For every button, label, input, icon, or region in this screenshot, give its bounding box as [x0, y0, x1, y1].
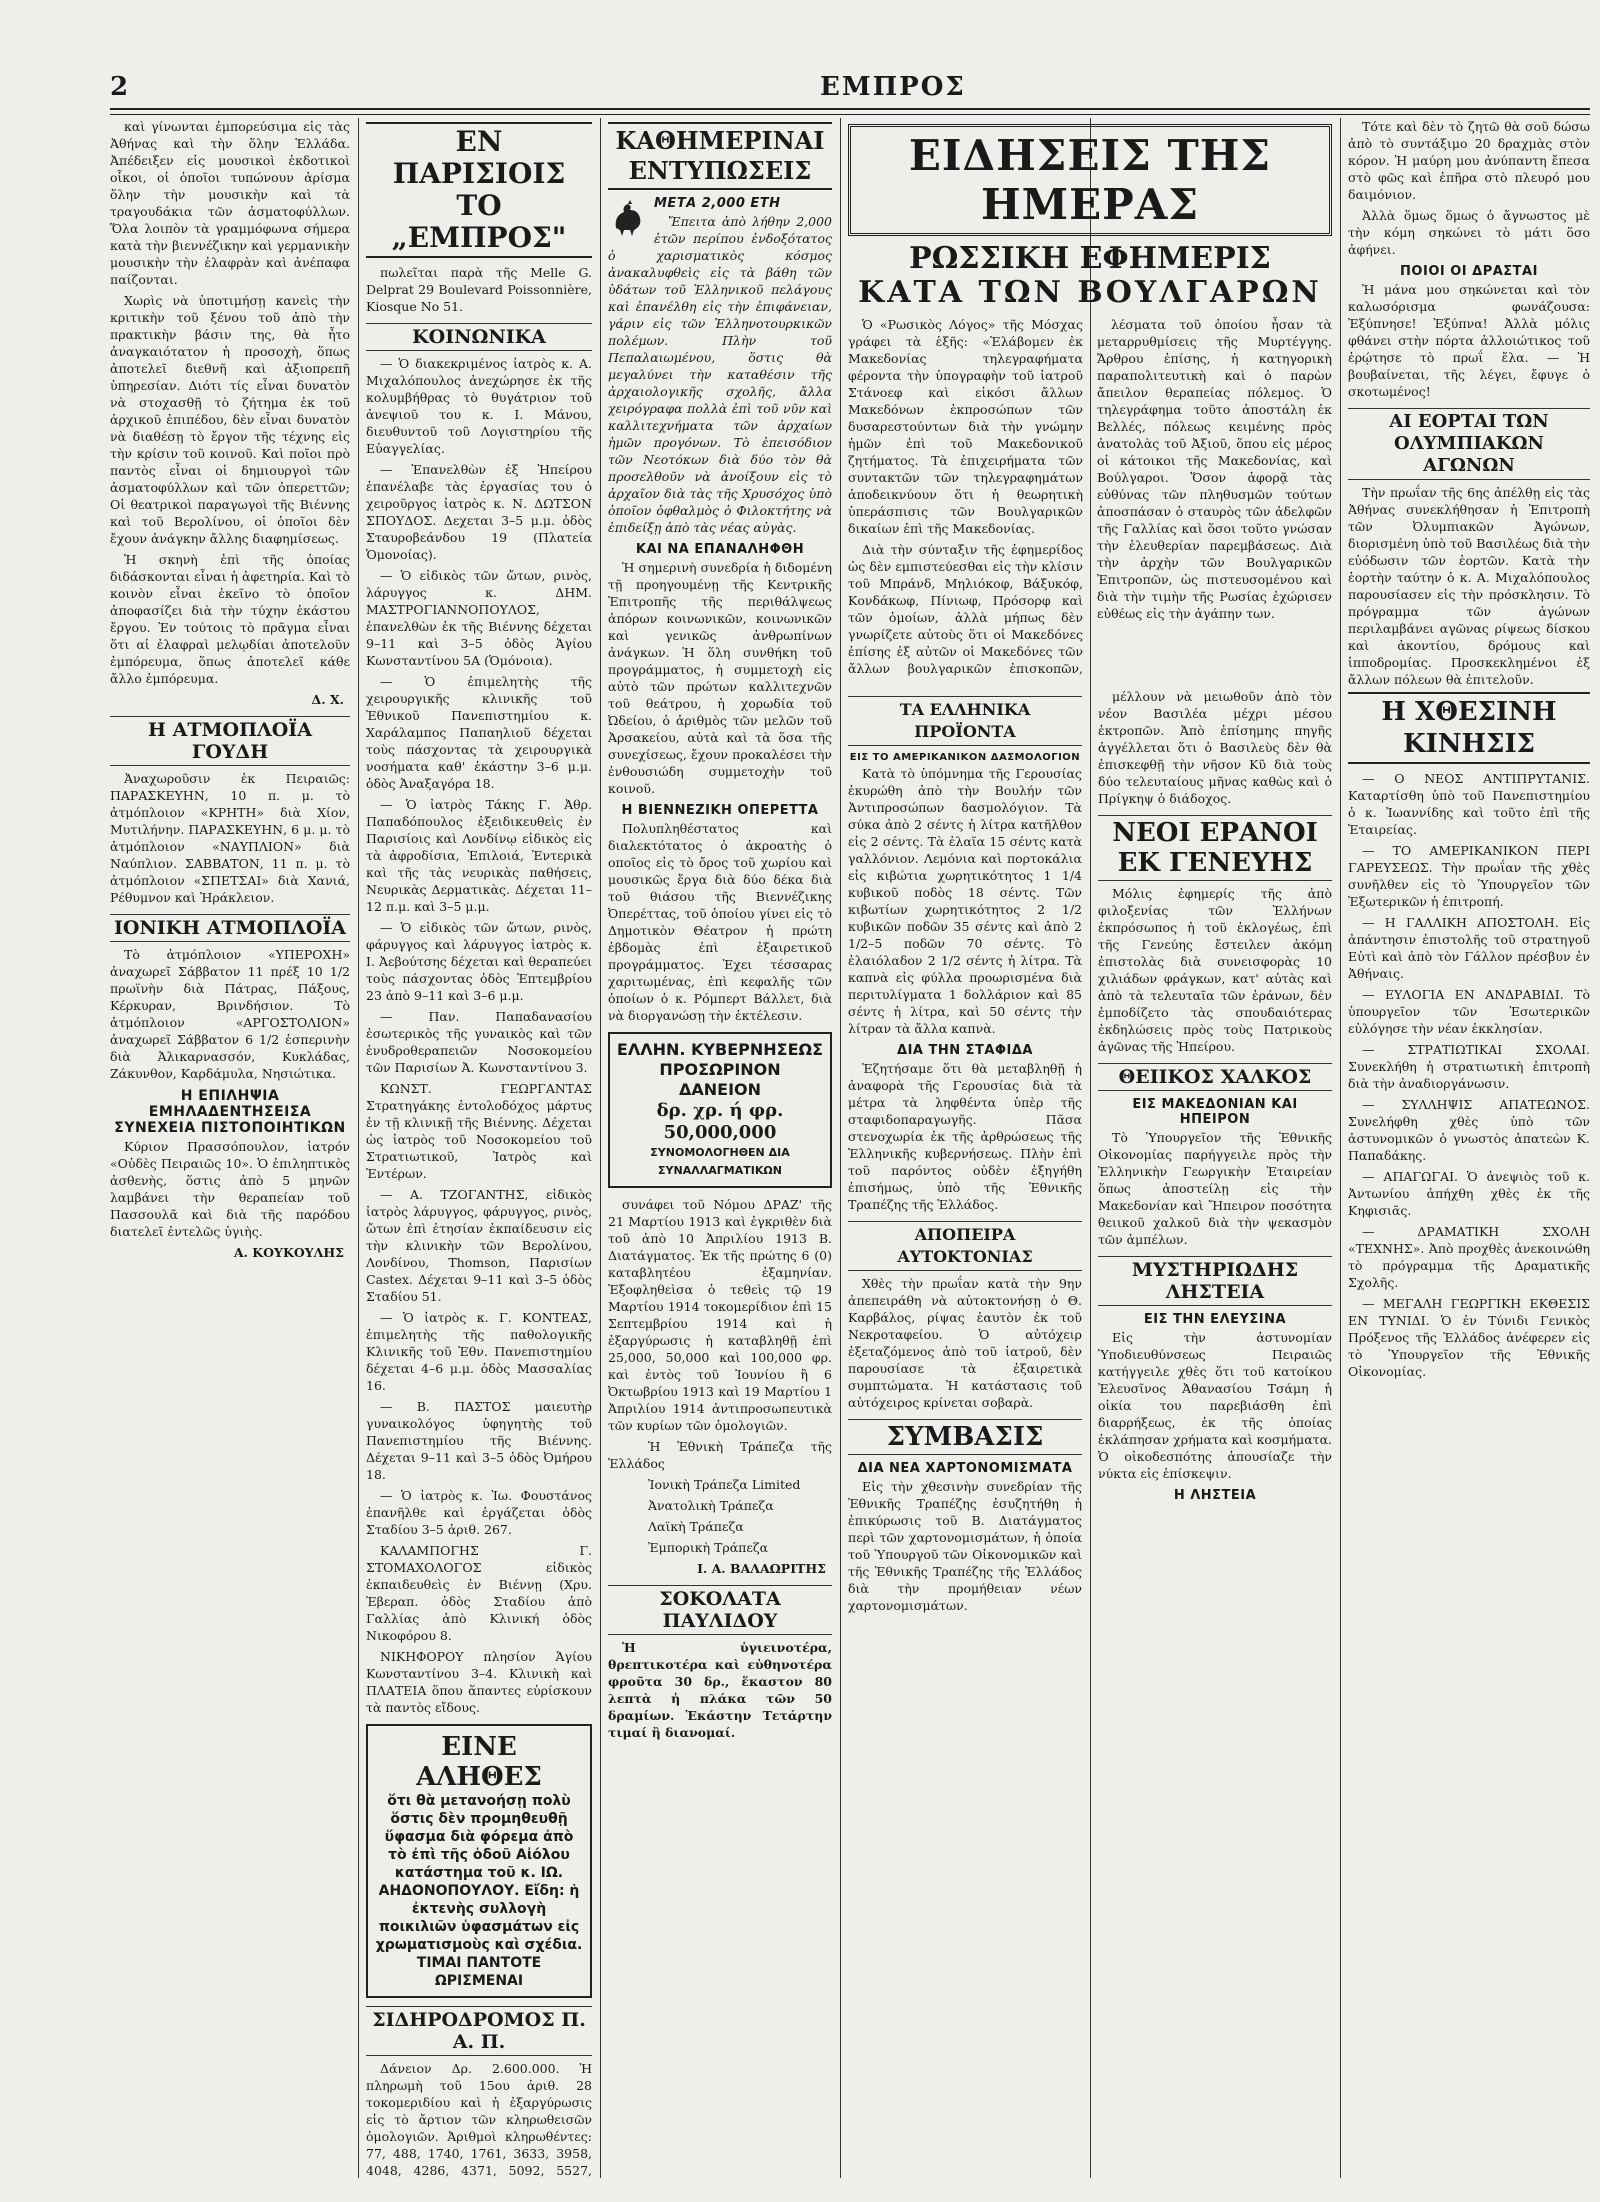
social-item: — Παν. Παπαδανασίου ἐσωτερικὸς τῆς γυναικὸς καὶ τῶν ἐνυδροθεραπειῶν Νοσοκομείου τῶν Παρισίων Ἀ. Κωνσταντίνου 3. — [366, 1009, 592, 1075]
section-heading: ΚΟΙΝΩΝΙΚΑ — [366, 323, 592, 351]
article-text: Τὸ Ὑπουργεῖον τῆς Ἐθνικῆς Οἰκονομίας παρήγγειλε πρὸς τὴν Ἑλληνικὴν Γεωργικὴν Ἑταιρείαν ὅπως ἀποστείλῃ εἰς τὴν Μακεδονίαν καὶ Ἤπειρον ποσότητα θειικοῦ χαλκοῦ διὰ τὴν ψεκασμὸν τῶν ἀμπέλων. — [1098, 1130, 1332, 1247]
advertisement — [366, 1724, 592, 1998]
article-text: Τὴν πρωΐαν τῆς 6ης ἀπέλθῃ εἰς τὰς Ἀθήνας συνεκλήθησαν ἡ Ἐπιτροπὴ τῶν Ὀλυμπιακῶν Ἀγώνων, διορισμένη ὑπὸ τοῦ Βασιλέως διὰ τὴν εὐόδωσιν τῶν ἑορτῶν. Κατὰ τὴν ἑορτὴν ταύτην ὁ κ. Α. Μιχαλόπουλος παρουσίασεν εἰς τὴν πρόσκλησιν. Τὸ πρόγραμμα τῶν ἀγώνων περιλαμβάνει αγῶνας ρίψεως δίσκου καὶ ἀκοντίου, δρόμους καὶ ἱπποδρομίας. Προσκεκλημένοι ἐξ ἄλλων πόλεων θὰ ἐπιτελοῦν. — [1348, 485, 1590, 687]
main-headline: ΕΙΔΗΣΕΙΣ ΤΗΣ ΗΜΕΡΑΣ — [848, 124, 1332, 236]
article-text: Ἐζητήσαμε ὅτι θὰ μεταβληθῇ ἡ ἀναφορὰ τῆς Γερουσίας διὰ τὰ μέτρα τὰ ληφθέντα ὑπὲρ τῆς σταφιδοπαραγωγῆς. Πᾶσα στενοχωρία ἐκ τῆς ἀρθρώσεως τῆς Ἑλληνικῆς κυβερνήσεως. Πλὴν ἐπὶ τοῦ παρόντος οὐδὲν ἐξηγήθη ἐπισήμως, ὑπὸ τῆς Ἐθνικῆς Τραπέζης τῆς Ἑλλάδος. — [848, 1061, 1082, 1212]
section-heading: Η ΕΠΙΛΗΨΙΑ ΕΜΗΛΑΔΕΝΤΗΣΕΙΣΑ ΣΥΝΕΧΕΙΑ ΠΙΣΤΟΠΟΙΗΤΙΚΩΝ — [114, 1088, 346, 1136]
section-heading: ΤΑ ΕΛΛΗΝΙΚΑ ΠΡΟΪΟΝΤΑ — [848, 696, 1082, 746]
ad-text: ὅτι θὰ μετανοήσῃ πολὺ ὅστις δὲν προμηθευθῇ ὕφασμα διὰ φόρεμα ἀπὸ τὸ ἐπὶ τῆς ὁδοῦ Αἰόλου κατάστημα τοῦ κ. ΙΩ. ΑΗΔΟΝΟΠΟΥΛΟΥ. Εἴδη: ἡ ἐκτενὴς συλλογὴ ποικιλιῶν ὑφασμάτων εἰς χρωματισμοὺς καὶ σχέδια. ΤΙΜΑΙ ΠΑΝΤΟΤΕ ΩΡΙΣΜΕΝΑΙ — [375, 1793, 583, 1989]
loan-subtitle: ΣΥΝΟΜΟΛΟΓΗΘΕΝ ΔΙΑ ΣΥΝΑΛΛΑΓΜΑΤΙΚΩΝ — [650, 1146, 790, 1177]
social-item: ΚΩΝΣΤ. ΓΕΩΡΓΑΝΤΑΣ Στρατηγάκης ἐντολοδόχος μάρτυς ἐν τῇ κλινικῇ τῆς Βιέννης. Δέχεται ὡς ἰατρὸς τοῦ Νοσοκομείου τοῦ Στρατιωτικοῦ, Ἰατρὸς καὶ Ἐντέρων. — [366, 1081, 592, 1181]
social-item: — Ἐπανελθὼν ἐξ Ἠπείρου ἐπανέλαβε τὰς ἐργασίας του ὁ χειροῦργος ἰατρὸς κ. Ν. ΔΩΤΣΟΝ ΣΠΟΥΔΟΣ. Δεχεται 3–5 μ.μ. ὁδὸς Σταυροβεάνδου 19 (Πλατεία Ὁμονοίας). — [366, 462, 592, 562]
article-signature: Α. ΚΟΥΚΟΥΛΗΣ — [233, 1245, 344, 1260]
section-title: Η ΧΘΕΣΙΝΗ ΚΙΝΗΣΙΣ — [1348, 692, 1590, 764]
article-text: μέλλουν νὰ μειωθοῦν ἀπὸ τὸν νέον Βασιλέα μέχρι μέσου ἐκτροπῶν. Ἀπὸ ἐπίσημης πηγῆς ἀγγέλλεται ὅτι ὁ Βασιλεὺς δὲν θὰ ἐπισκεφθῇ τὴν νῆσον Κῦ διὰ τοὺς δύο τελευταίους μῆνας καθὼς καὶ ὁ Πρίγκηψ ὁ διάδοχος. — [1098, 689, 1332, 806]
section-heading: ΙΟΝΙΚΗ ΑΤΜΟΠΛΟΪΑ — [110, 914, 350, 942]
bank-name: Ἰονικὴ Τράπεζα Limited — [648, 1477, 801, 1492]
section-heading: ΠΟΙΟΙ ΟΙ ΔΡΑΣΤΑΙ — [1400, 264, 1538, 279]
article-text: Ἡ ὑγιεινοτέρα, θρεπτικοτέρα καὶ εὐθηνοτέρα φροῦτα 30 δρ., ἕκαστον 80 λεπτὰ ἡ πλάκα τῶν 50 δραμίων. Ἑκάστην Τετάρτην τιμαί ἢ διανομαί. — [608, 1640, 832, 1740]
article-text: λέσματα τοῦ ὁποίου ἦσαν τὰ μεταρρυθμίσεις τῆς Μυρτέγγης. Ἄρθρου ἐπίσης, ἡ κατηγορικὴ παραπολιτευτικὴ καὶ ὁ παρὼν ἄπειλον θεραπείας πόλεμος. Ὁ τηλεγράφημα τοῦτο ἀποστάλη ἐκ Βελλές, πόλεως κειμένης πρὸς ἀνατολὰς τοῦ Ἀξιοῦ, ὅπου εἰς μέρος οἱ κάτοικοι τῆς Μακεδονίας, καὶ Βούλγαροι. Ὅσον ἀφορᾷ τὰς εὐθύνας τῶν πληθυσμῶν τούτων ἀποσπάσαν ὁ σταυρὸς τῶν ἀδελφῶν τῆς Γαλλίας καὶ ὅσοι τοῦτο γνώσαν τὴν ἐλευθερίαν παρεμβάσεως. Διὰ τὴν ἀρχὴν τῶν Βουλγαρικῶν Ἐπιτροπῶν, ὡς πιστευσομένου καὶ διὰ τὴν τιμὴν τῆς Ρωσίας ἐχώρισεν εὐθέως εἰς τὴν ἀγάπην των. — [1097, 317, 1332, 621]
article-text: Ἀναχωροῦσιν ἐκ Πειραιῶς: ΠΑΡΑΣΚΕΥΗΝ, 10 π. μ. τὸ ἀτμόπλοιον «ΚΡΗΤΗ» διὰ Χίον, Μυτιλήνην. ΠΑΡΑΣΚΕΥΗΝ, 6 μ. μ. τὸ ἀτμόπλοιον «ΝΑΥΠΛΙΟΝ» διὰ Ναύπλιον. ΣΑΒΒΑΤΟΝ, 11 π. μ. τὸ ἀτμόπλοιον «ΣΠΕΤΣΑΙ» διὰ Χανιά, Ρέθυμνον καὶ Ἡράκλειον. — [110, 771, 350, 905]
section-heading: Η ΒΙΕΝΝΕΖΙΚΗ ΟΠΕΡΕΤΤΑ — [621, 803, 819, 818]
social-item: — Ὁ ἰατρὸς κ. Γ. ΚΟΝΤΕΑΣ, ἐπιμελητὴς τῆς παθολογικῆς Κλινικῆς τοῦ Ἐθν. Πανεπιστημίου δέχεται 4–6 μ.μ. ὁδὸς Μασσαλίας 16. — [366, 1310, 592, 1393]
section-title: ΕΝ ΠΑΡΙΣΙΟΙΣ ΤΟ „ΕΜΠΡΟΣ" — [366, 122, 592, 258]
column-2 — [366, 118, 592, 2178]
article-text: Ἀλλὰ ὅμως ὅμως ὁ ἄγνωστος μὲ τὴν κόμη σηκώνει τὸ μάτι ὅσο ἀφήνει. — [1348, 208, 1590, 257]
section-heading: ΔΙΑ ΤΗΝ ΣΤΑΦΙΔΑ — [897, 1043, 1033, 1058]
news-item: — ΔΡΑΜΑΤΙΚΗ ΣΧΟΛΗ «ΤΕΧΝΗΣ». Ἀπὸ προχθὲς ἀνεκοινώθη τὸ πρόγραμμα τῆς Δραματικῆς Σχολῆς. — [1348, 1224, 1590, 1290]
article-text: Χωρὶς νὰ ὑποτιμήσῃ κανεὶς τὴν κριτικὴν τοῦ ξένου τοῦ ἀπὸ τὴν πρακτικὴν βάσιν της, θὰ ἦτο ἀναγκαιότατον ἡ προσοχὴ, ὅπως ἀποτελεῖ διεθνῆ καὶ ἀξιοπρεπῆ ὑπηρεσίαν. Διότι τίς εἶναι δυνατὸν νὰ στοχασθῇ τὸ ζήτημα ἐκ τοῦ ἀρχικοῦ ἐπιπέδου, δὲν εἶναι δυνατὸν νὰ διαθέσῃ τὸ ἔργον τῆς τέχνης εἰς τὴν κρίσιν τοῦ κοινοῦ. Καὶ ποῖοι πρὸ παντὸς εἶναι οἱ δημιουργοὶ τῶν ἀσματοφύλλων καὶ τῶν ὀπερεττῶν; Οἱ θεατρικοὶ παραγωγοὶ τῆς Βιέννης καὶ τοῦ Βερολίνου, οἱ ὁποῖοι δὲν ἔχουν ἀνάγκην ἄλλης διαφημίσεως. — [110, 293, 350, 546]
ad-title: ΕΙΝΕ ΑΛΗΘΕΣ — [416, 1732, 542, 1792]
article-text: Ἔπειτα ἀπὸ λήθην 2,000 ἐτῶν περίπου ἐνδοξότατος ὁ χαρισματικὸς κόσμος ἀνακαλυφθεὶς εἰς τὰ βάθη τῶν ὑδάτων τοῦ Ἑλληνικοῦ πελάγους καὶ ἐπανέλθη εἰς τὴν ἐπιφάνειαν, γάριν εἰς τῶν Ἑλληνοτουρκικῶν πολέμων. Πλὴν τοῦ Πεπαλαιωμένου, ὅστις θὰ μεγαλύνει τὴν καταθέσιν τῆς ἀρχαιολογικῆς σχολῆς, ἄλλα χειρόγραφα πολλὰ ἐπὶ τοῦ νῦν καὶ καλλιτεχνήματα τῶν ἀρχαίων ἡμῶν προγόνων. Τὸ ἐπεισόδιον τῶν Νεοτόκων διὰ δύο τὸν θὰ προσελθοῦν νὰ ἀνοίξουν εἰς τὸ ἀρχαῖον διὰ τὰς τῆς Χρυσόχος ὑπὸ ὁποῖον ὀφθαλμὸς ὁ Φιλοκτήτης νὰ ἐπιδείξῃ ἀπὸ τὰς νέας αὐγὰς. — [608, 214, 832, 535]
loan-amount: δρ. χρ. ή φρ. 50,000,000 — [656, 1100, 784, 1143]
loan-title: ΕΛΛΗΝ. ΚΥΒΕΡΝΗΣΕΩΣ ΠΡΟΣΩΡΙΝΟΝ ΔΑΝΕΙΟΝ — [616, 1040, 824, 1099]
news-item: — Ο ΝΕΟΣ ΑΝΤΙΠΡΥΤΑΝΙΣ. Καταρτίσθη ὑπὸ τοῦ Πανεπιστημίου ὁ κ. Ἰωαννίδης καὶ τοῦτο ἐπὶ τῆς Ἑταιρείας. — [1348, 771, 1590, 837]
social-item: — Ὁ διακεκριμένος ἰατρὸς κ. Α. Μιχαλόπουλος ἀνεχώρησε ἐκ τῆς κολυμβήθρας τὸ θυγάτριον τοῦ ἀνεψιοῦ του κ. Ι. Μάνου, διευθυντοῦ τοῦ Λογιστηρίου τῆς Εὐαγγελίας. — [366, 356, 592, 456]
article-signature: Ι. Α. ΒΑΛΑΩΡΙΤΗΣ — [697, 1561, 826, 1576]
article-text: Εἰς τὴν ἀστυνομίαν Ὑποδιευθύνσεως Πειραιῶς κατήγγειλε χθὲς ὅτι τοῦ κατοίκου Ἐλευσῖνος Ἀθανασίου Τσάμη ἡ οἰκία του παρεβιάσθη ἐπὶ διαρρήξεως, ἐκ τῆς ὁποίας ἐκλάπησαν χρήματα καὶ κοσμήματα. Ὁ οἰκοδεσπότης ἀπουσίαζε τὴν νύκτα εἰς ἐπίσκεψιν. — [1098, 1330, 1332, 1481]
article-text: Χθὲς τὴν πρωΐαν κατὰ τὴν 9ην ἀπεπειράθη νὰ αὐτοκτονήσῃ ὁ Θ. Καρβάλος, ρίψας ἑαυτὸν ἐκ τοῦ Νεκροταφείου. Ὁ αὐτόχειρ ἐξεταζόμενος ἀπὸ τοῦ ἰατροῦ, δὲν παρουσίασε τὰ ἐξαιρετικὰ συμπτώματα. Ἡ κατάστασις τοῦ αὐτόχειρος κρίνεται σοβαρὰ. — [848, 1276, 1082, 1410]
social-item: — Α. ΤΖΟΓΑΝΤΗΣ, εἰδικὸς ἰατρὸς λάρυγγος, φάρυγγος, ρινὸς, ὤτων ἐπὶ ἐτησίαν ἐκπαίδευσιν εἰς τὴν κλινικὴν τῶν Βερολίνου, Λονδίνου, Thomson, Παρισίων Castex. Δέχεται 9–11 καὶ 3–5 ὁδὸς Σταδίου 51. — [366, 1187, 592, 1304]
section-heading: ΣΟΚΟΛΑΤΑ ΠΑΥΛΙΔΟΥ — [608, 1585, 832, 1635]
column-4 — [848, 688, 1082, 2178]
headline-block — [848, 118, 1332, 678]
column-divider — [600, 118, 601, 2178]
article-text: Ἡ μάνα μου σηκώνεται καὶ τὸν καλωσόρισμα φωνάζουσα: Ἐξύπνησε! Ἐξύπνα! Ἀλλὰ μόλις φθάνει στὴν πόρτα ἀλλοιώτικος τοῦ ἐρῴτησε τὸ πρωΐ ἔλα. — Ἡ βουβαίνεται, τῆς λέγει, ἔφυγε ὁ σκοτωμένος! — [1348, 282, 1590, 399]
section-kicker: ΜΕΤΑ 2,000 ΕΤΗ — [654, 196, 781, 211]
section-subheading: ΕΙΣ ΤΗΝ ΕΛΕΥΣΙΝΑ — [1143, 1312, 1287, 1327]
article-text: πωλεῖται παρὰ τῆς Melle G. Delprat 29 Boulevard Poissonnière, Kiosque No 51. — [366, 265, 592, 314]
article-text: Τότε καὶ δὲν τὸ ζητῶ θὰ σοῦ δώσω ἀπὸ τὸ συντάξιμο 20 δραχμὰς στὸν κόρον. Ἡ μαύρη μου ἀνύπαντη ἔπεσα στὸ φῶς καὶ ἐπῆρα στὸ πλευρό μου δαιμόνιον. — [1348, 119, 1590, 202]
news-item: — ΣΥΛΛΗΨΙΣ ΑΠΑΤΕΩΝΟΣ. Συνελήφθη χθὲς ὑπὸ τῶν ἀστυνομικῶν ὁ γνωστὸς ἀπατεὼν Κ. Παπαδάκης. — [1348, 1097, 1590, 1163]
section-subheading: ΔΙΑ ΝΕΑ ΧΑΡΤΟΝΟΜΙΣΜΑΤΑ — [857, 1461, 1073, 1476]
masthead-rule — [110, 108, 1590, 115]
column-divider — [840, 118, 841, 2178]
social-item: ΝΙΚΗΦΟΡΟΥ πλησίον Ἁγίου Κωνσταντίνου 3–4. Κλινικὴ καὶ ΠΛΑΤΕΙΑ ὅπου ἅπαντες εὑρίσκουν τὰ παντὸς εἴδους. — [366, 1649, 592, 1715]
article-text: Κατὰ τὸ ὑπόμνημα τῆς Γερουσίας ἐκυρώθη ἀπὸ τὴν Βουλήν τῶν Ἀντιπροσώπων δασμολόγιον. Τὰ σύκα ἀπὸ 2 σέντς ἡ λίτρα κατῆλθον εἰς 2 σέντς. Τὰ ἐλαῖα 15 σέντς κατὰ γαλλόνιον. Λεμόνια καὶ πορτοκάλια εἰς κιβώτια χωρητικότητος 1 1/4 κυβικοῦ ποδὸς 18 σέντς. Τῶν κιβωτίων χωρητικότητος 2 1/2 κυβικῶν ποδῶν 35 σέντς καὶ ἀπὸ 2 1/2–5 ποδῶν 70 σέντς. Τὸ ἐλαιόλαδον 2 1/2 σέντς ἡ λίτρα. Τὰ καπνὰ εἰς φύλλα προωρισμένα διὰ περιτυλίγματα 1 δολλάριον καὶ 85 σέντς ἡ λίτρα, καὶ 50 σέντς τὴν λίτραν τὰ ἄλλα καπνὰ. — [848, 766, 1082, 1036]
article-text: Ὁ «Ρωσικὸς Λόγος» τῆς Μόσχας γράφει τὰ ἑξῆς: «Ἐλάβομεν ἐκ Μακεδονίας τηλεγραφήματα φέροντα τὴν ὑπογραφὴν τοῦ ἰατροῦ Στάνοεφ καὶ εἰκόσι ἄλλων Μακεδόνων ἐκπροσώπων τῶν δυσαρεστούντων διὰ τὴν γνώμην ἡμῶν ἐπὶ τοῦ Μακεδονικοῦ ζητήματος. Τὰ ἐπιχειρήματα τῶν συντακτῶν τῶν τηλεγραφημάτων ἀποδεικνύουν ὅτι ἡ θεωρητικὴ ὑπεράσπισις τῶν Βουλγαρικῶν δικαίων ἐπὶ τῆς Μακεδονίας. — [848, 317, 1083, 536]
article-text: Μόλις ἐφημερίς τῆς ἀπὸ φιλοξενίας τῶν Ἑλλήνων ἐκπρόσωπος ἡ τοῦ ἐκλογέως, ἐπὶ τῆς Γενεύης ἔστειλεν ἀκόμη ἐπιστολὰς διὰ συνεισφορὰς 10 χιλιάδων φράγκων, κατ' αὐτὰς καὶ ἀπὸ τὰ τελευταῖα τῶν ἐράνων, δὲν ἐμποδίζετο τὰς σπουδαιότερας ἐκδηλώσεις πρὸς τοὺς Πατρικοὺς ἀγῶνας τῆς Ἠπείρου. — [1098, 886, 1332, 1054]
article-text: Τὸ ἀτμόπλοιον «ΥΠΕΡΟΧΗ» ἀναχωρεῖ Σάββατον 11 πρέξ 10 1/2 πρωϊνὴν διὰ Πάτρας, Πάξους, Κέρκυραν, Βρινδήσιον. Τὸ ἀτμόπλοιον «ΑΡΓΟΣΤΟΛΙΟΝ» ἀναχωρεῖ Σάββατον 6 1/2 ἑσπερινὴν διὰ Ἀλικαρνασσόν, Κυκλάδας, Ζάκυνθον, Καρδάμυλα, Νησιώτικα. — [110, 947, 350, 1081]
news-item: — ΑΠΑΓΩΓΑΙ. Ὁ ἀνεψιὸς τοῦ κ. Ἀντωνίου ἀπήχθη χθὲς ἐκ τῆς Κηφισιᾶς. — [1348, 1169, 1590, 1218]
column-divider — [358, 118, 359, 2178]
page-number: 2 — [110, 72, 129, 102]
article-text: Εἰς τὴν χθεσινὴν συνεδρίαν τῆς Ἐθνικῆς Τραπέζης ἐσυζητήθη ἡ ἐπικύρωσις τοῦ Β. Διατάγματος περὶ τῶν χαρτονομισμάτων, ἡ ὁποία τοῦ Ὑπουργοῦ τῶν Οἰκονομικῶν καὶ τῆς Ἐθνικῆς Τραπέζης τῆς Ἑλλάδος διὰ τὴν προμήθειαν νέων χαρτονομισμάτων. — [848, 1479, 1082, 1613]
section-subheading: ΕΙΣ ΜΑΚΕΔΟΝΙΑΝ ΚΑΙ ΗΠΕΙΡΟΝ — [1132, 1097, 1298, 1127]
social-item: — Β. ΠΑΣΤΟΣ μαιευτὴρ γυναικολόγος ὑφηγητὴς τοῦ Πανεπιστημίου τῆς Βιέννης. Δέχεται 9–11 καὶ 3–5 ὁδὸς Ὀμήρου 18. — [366, 1399, 592, 1482]
article-text: καὶ γίνωνται ἐμπορεύσιμα εἰς τὰς Ἀθήνας καὶ τὴν ὅλην Ἑλλάδα. Ἀπέδειξεν εἰς μουσικοὶ ἐκδοτικοὶ οἶκοι, οἱ ὁποῖοι τυπώνουν ἀρίσμα ὅλην τὴν μουσικὴν καὶ τὰ τραγουδάκια τῶν ἀσματοφύλλων. Ὅλα λοιπὸν τὰ γραμμόφωνα σήμερα κατὰ τὴν βιεννέζικην καὶ γερμανικὴν μουσικὴν τὴν ἐλαφρὰν καὶ ἀνέπαφα παίζονται. — [110, 119, 350, 287]
rooster-icon — [608, 198, 648, 238]
section-heading: ΘΕΙΙΚΟΣ ΧΑΛΚΟΣ — [1098, 1063, 1332, 1091]
news-item: — ΜΕΓΑΛΗ ΓΕΩΡΓΙΚΗ ΕΚΘΕΣΙΣ ΕΝ ΤΥΝΙΔΙ. Ὁ ἐν Τύνιδι Γενικὸς Πρόξενος τῆς Ἑλλάδος ἀνέφερεν εἰς τὸ Ὑπουργεῖον τῆς Ἐθνικῆς Οἰκονομίας. — [1348, 1296, 1590, 1379]
social-item: — Ὁ ἰατρὸς κ. Ἰω. Φουστάνος ἐπανῆλθε καὶ ἐργάζεται ὁδὸς Σταδίου 3–5 ἀριθ. 267. — [366, 1488, 592, 1537]
article-text: Ἡ σκηνὴ ἐπὶ τῆς ὁποίας διδάσκονται εἶναι ἡ ἀφετηρία. Καὶ τὸ κοινὸν εἶναι ἐκεῖνο τὸ ὁποῖον ἀποφασίζει διὰ τὴν τύχην ἑκάστου ἔργου. Ἐν τούτοις τὸ πρᾶγμα εἶναι ὅτι αἱ ἐλαφραὶ μελῳδίαι ἀποτελοῦν ἐμπόρευμα, ὅπως ἀποτελεῖ κάθε ἄλλο ἐμπόρευμα. — [110, 552, 350, 686]
news-item: — ΣΤΡΑΤΙΩΤΙΚΑΙ ΣΧΟΛΑΙ. Συνεκλήθη ἡ στρατιωτικὴ ἐπιτροπὴ διὰ τὴν ἀναδιοργάνωσιν. — [1348, 1042, 1590, 1091]
loan-notice — [608, 1032, 832, 1188]
section-heading: ΣΥΜΒΑΣΙΣ — [848, 1419, 1082, 1455]
section-title: ΚΑΘΗΜΕΡΙΝΑΙ ΕΝΤΥΠΩΣΕΙΣ — [608, 122, 832, 190]
bank-name: Ἐμπορικὴ Τράπεζα — [648, 1540, 769, 1555]
section-heading: ΝΕΟΙ ΕΡΑΝΟΙ ΕΚ ΓΕΝΕΥΗΣ — [1098, 815, 1332, 881]
section-heading: Η ΛΗΣΤΕΙΑ — [1173, 1488, 1257, 1503]
section-subheading: ΕΙΣ ΤΟ ΑΜΕΡΙΚΑΝΙΚΟΝ ΔΑΣΜΟΛΟΓΙΟΝ — [849, 752, 1081, 763]
column-divider — [1340, 118, 1341, 2178]
social-item: — Ὁ ἐπιμελητὴς τῆς χειρουργικῆς κλινικῆς τοῦ Ἐθνικοῦ Πανεπιστημίου κ. Χαράλαμπος Παπαηλιοῦ δέχεται τοὺς πάσχοντας τὰ χειρουργικὰ νοσήματα καθ' ἑκάστην 3–6 μ.μ. ὁδὸς Ἀναξαγόρα 18. — [366, 674, 592, 791]
bank-name: Λαϊκὴ Τράπεζα — [648, 1519, 744, 1534]
article-text: συνάφει τοῦ Νόμου ΔΡΑΖ' τῆς 21 Μαρτίου 1913 καὶ ἐγκριθὲν διὰ τοῦ ἀπὸ 10 Ἀπριλίου 1913 Β. Διατάγματος. Ἐκ τῆς πρώτης 6 (0) καταβλητέου ἐξαμηνίαν. Ἐξοφληθεὶσα ὁ τεθεὶς τῷ 19 Μαρτίου 1914 τοκομερίδιον ἐπὶ 15 Σεπτεμβρίου 1914 καὶ ἡ ἐξαργύρωσις ἡ καταβληθῇ ἐπὶ 25,000, 50,000 καὶ 100,000 φρ. καὶ ἐντὸς τοῦ Ἰουνίου ἢ 6 Ὀκτωβρίου 1913 καὶ 19 Μαρτίου 1 Ἀπριλίου 1914 ἀντιπροσωπευτικὰ τῶν κυρίων τῶν ὁμολογιῶν. — [608, 1197, 832, 1433]
subheadline: ΡΩΣΣΙΚΗ ΕΦΗΜΕΡΙΣ — [909, 241, 1271, 276]
news-item: — Η ΓΑΛΛΙΚΗ ΑΠΟΣΤΟΛΗ. Εἰς ἀπάντησιν ἐπιστολῆς τοῦ στρατηγοῦ Εὐτὶ καὶ ἀπὸ τὸν Γάλλον πρέσβυν ἐν Ἀθήναις. — [1348, 915, 1590, 981]
social-item: — Ὁ ἰατρὸς Τάκης Γ. Ἀθρ. Παπαδόπουλος ἐξειδικευθεὶς ἐν Παρισίοις καὶ Λονδίνῳ εἰδικὸς εἰς τὰ ἀφροδίσια, Ἐπιλοιά, Ἐντερικὰ καὶ τῆς τὰς νευρικὰς παθήσεις, Νευρικὰς Δερματικὰς. Δέχεται 11–12 π.μ. καὶ 3–5 μ.μ. — [366, 797, 592, 914]
column-6 — [1348, 118, 1590, 2178]
bank-name: Ἀνατολικὴ Τράπεζα — [648, 1498, 774, 1513]
social-item: — Ὁ εἰδικὸς τῶν ὤτων, ρινὸς, φάρυγγος καὶ λάρυγγος ἰατρὸς κ. Ι. Ἀεβούτσης δέχεται καὶ θεραπεύει τοὺς πάσχοντας ὁδὸς Ἐπτεμβρίου 23 ἀπὸ 9–11 καὶ 3–6 μ.μ. — [366, 920, 592, 1003]
article-text: Πολυπληθέστατος καὶ διαλεκτότατος ὁ ἀκροατὴς ὁ οποῖος εἰς τὸ ὄρος τοῦ χωρίου καὶ μουσικῶς ἔργα διὰ δύο δέκα διὰ τοῦ θιάσου τῆς Βιεννέζικης Ὀπερέττας, τοῦ ὁποίου γίνει εἰς τὸ Δημοτικὸν Θέατρον ἡ πρώτη ἐβδομὰς ἐπὶ ἐξαιρετικοῦ προγράμματος. Ἐχει τέσσαρας χαριτωμένας, ἐπὶ κεφαλῆς τῶν ὁποίων ὁ κ. Ρόμπερτ Βάλλετ, διὰ νὰ διοργανώσῃ τὴν ἐκτέλεσιν. — [608, 821, 832, 1023]
section-heading: ΑΙ ΕΟΡΤΑΙ ΤΩΝ ΟΛΥΜΠΙΑΚΩΝ ΑΓΩΝΩΝ — [1348, 408, 1590, 480]
section-heading: Η ΑΤΜΟΠΛΟΪΑ ΓΟΥΔΗ — [110, 716, 350, 766]
social-item: ΚΑΛΑΜΠΟΓΗΣ Γ. ΣΤΟΜΑΧΟΛΟΓΟΣ εἰδικὸς ἐκπαιδευθεὶς ἐν Βιέννῃ (Χρυ. Ἐβεραπ. ὁδὸς Σταδίου ἀπὸ Γαλλίας ἀπὸ Κλινική ὁδὸς Νικοφόρου 8. — [366, 1543, 592, 1643]
section-heading: ΜΥΣΤΗΡΙΩΔΗΣ ΛΗΣΤΕΙΑ — [1098, 1256, 1332, 1306]
article-text: Ἡ σημερινὴ συνεδρία ἡ διδομένη τῇ προηγουμένῃ τῆς Κεντρικῆς Ἐπιτροπῆς τῆς περιθάλψεως ἀπόρων κοινωνικῶν, κοινωνικῶν καὶ γενικῶς ἀνθρωπίνων ἀνάγκων. Ἡ ὅλη συνθήκη τοῦ προγράμματος, ἡ συμμετοχὴ εἰς αὐτὸ τῶν πρώτων καλλιτεχνῶν τοῦ θεάτρου, ἡ χορωδία τοῦ Ὠδείου, ὁ ἀριθμὸς τῶν μελῶν τοῦ Ἀρσακείου, αὐτὰ καὶ τὰ ὅσα τῆς συνεχίσεως, ἔχουν προκαλέσει τὴν ἐνθουσιώδη συμμετοχὴν τοῦ κοινοῦ. — [608, 560, 832, 796]
newspaper-name: ΕΜΠΡΟΣ — [820, 72, 966, 102]
article-signature: Δ. Χ. — [311, 692, 344, 707]
bank-name: Ἡ Ἐθνικὴ Τράπεζα τῆς Ἑλλάδος — [608, 1439, 832, 1471]
column-5 — [1098, 688, 1332, 2178]
news-item: — ΕΥΛΟΓΙΑ ΕΝ ΑΝΔΡΑΒΙΔΙ. Τὸ ὑπουργεῖον τῶν Ἐσωτερικῶν εὐλόγησε τὴν νέαν ἐκκλησίαν. — [1348, 987, 1590, 1036]
article-text: Διὰ τὴν σύνταξιν τῆς ἐφημερίδος ὡς δὲν εμπιστεύεσθαι εἰς τὴν κλίσιν τοῦ Μπράνδ, Μηλιόκοφ, Βάξυκόφ, Κονδάκωφ, Πίνιωφ, Πρόσορφ καὶ τῶν ὁμοίων, ἀλλὰ μήπως δὲν γνωρίζετε αὐτοὺς ὅτι οἱ Μακεδόνες ἐπίσης ἐξ αὐτῶν οἱ Μακεδόνες τῶν ἄλλων βουλγαρικῶν ἐπισκοπῶν, — [848, 542, 1083, 676]
article-text: Κύριον Πρασσόπουλον, ἰατρόν «Οὐδὲς Πειραιῶς 10». Ὁ ἐπιληπτικὸς ἀσθενὴς, ὅστις ἀπὸ 5 μηνῶν λαμβάνει τὴν θεραπείαν τοῦ Πασσουλᾶ καὶ διὰ τῆς παρόδου διατελεῖ ἐντελῶς ὑγιὴς. — [110, 1139, 350, 1239]
section-heading: ΚΑΙ ΝΑ ΕΠΑΝΑΛΗΦΘΗ — [635, 542, 805, 557]
column-1 — [110, 118, 350, 2178]
column-3 — [608, 118, 832, 2178]
social-item: — Ὁ εἰδικὸς τῶν ὤτων, ρινὸς, λάρυγγος κ. ΔΗΜ. ΜΑΣΤΡΟΓΙΑΝΝΟΠΟΥΛΟΣ, ἐπανελθὼν ἐκ τῆς Βιέννης δέχεται 9–11 καὶ 3–5 ὁδὸς Ἁγίου Κωνσταντίνου 5Α (Ὁμόνοια). — [366, 568, 592, 668]
news-item: — ΤΟ ΑΜΕΡΙΚΑΝΙΚΟΝ ΠΕΡΙ ΓΑΡΕΥΣΕΩΣ. Τὴν πρωΐαν τῆς χθὲς συνῆλθεν εἰς τὸ Ὑπουργεῖον τῶν Ἐξωτερικῶν ἡ ἐπιτροπή. — [1348, 843, 1590, 909]
section-heading: ΣΙΔΗΡΟΔΡΟΜΟΣ Π. Α. Π. — [366, 2006, 592, 2056]
subheadline: ΚΑΤΑ ΤΩΝ ΒΟΥΛΓΑΡΩΝ — [858, 275, 1322, 310]
section-heading: ΑΠΟΠΕΙΡΑ ΑΥΤΟΚΤΟΝΙΑΣ — [848, 1221, 1082, 1271]
article-text: Δάνειον Δρ. 2.600.000. Ἡ πληρωμὴ τοῦ 15ου ἀριθ. 28 τοκομεριδίου καὶ ἡ ἐξαργύρωσις εἰς τὸ ἄρτιον τῶν κληρωθεισῶν ὁμολογιῶν. Ἀριθμοὶ κληρωθέντες: 77, 488, 1740, 1761, 3633, 3958, 4048, 4286, 4371, 5092, 5527, — [366, 2061, 592, 2178]
